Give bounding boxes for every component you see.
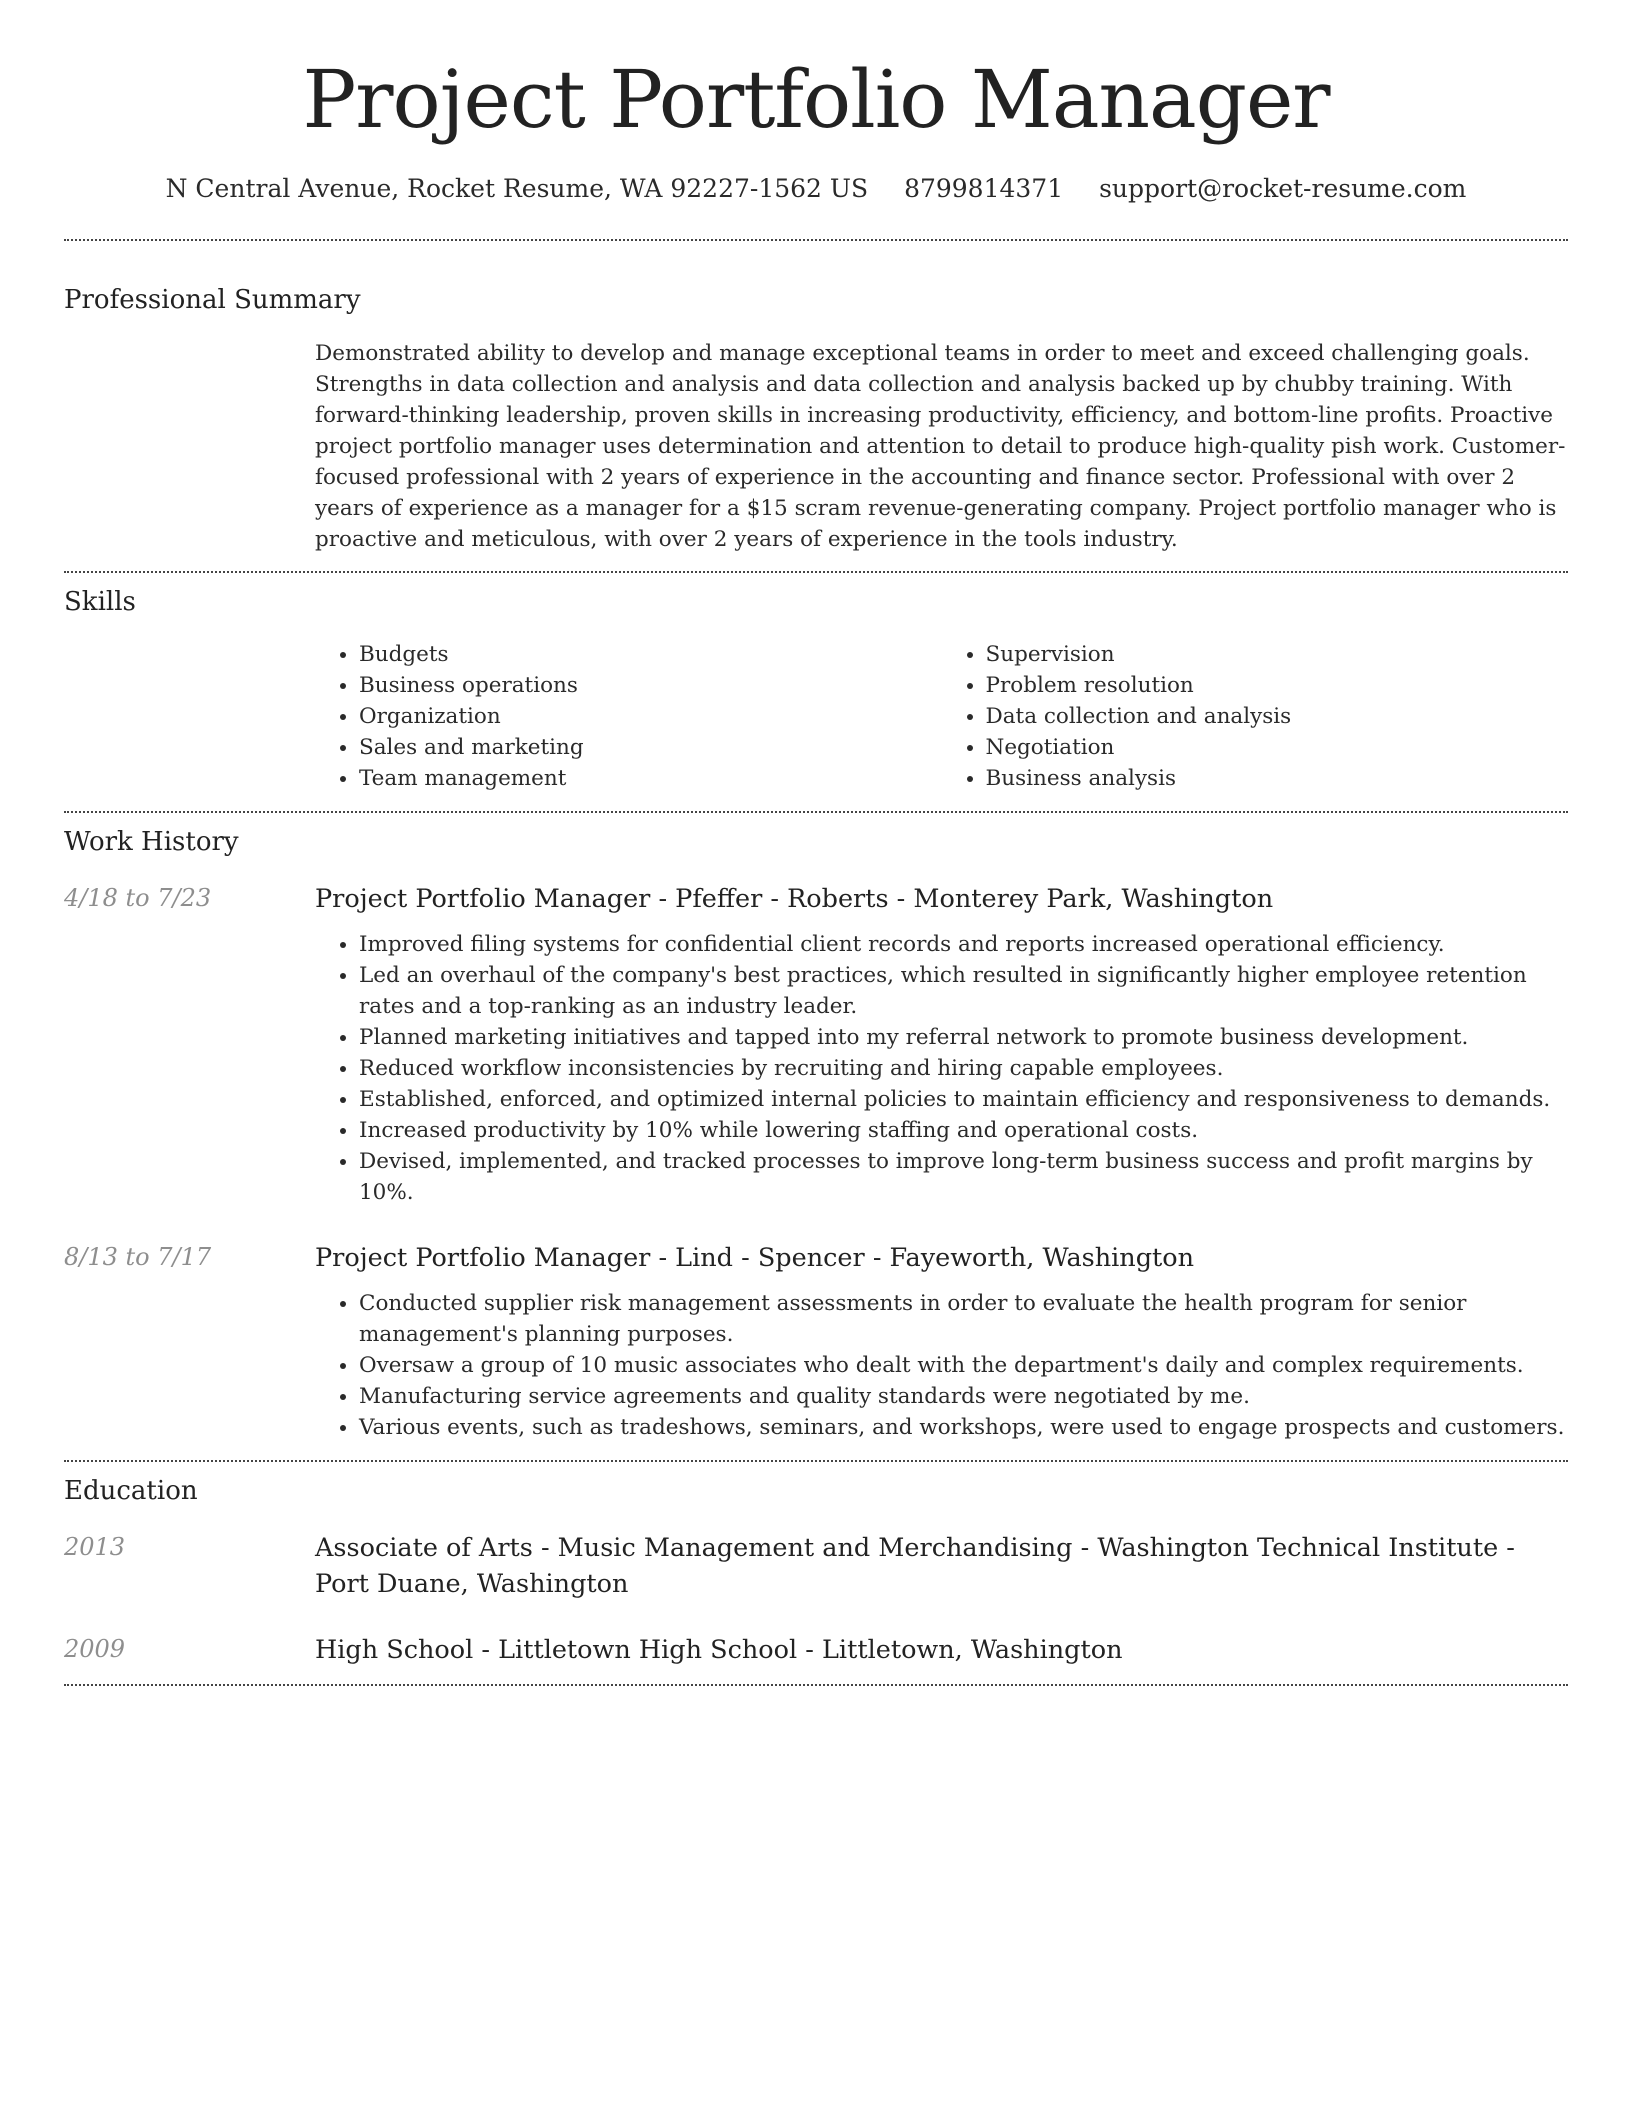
divider bbox=[64, 1460, 1568, 1462]
education-year: 2013 bbox=[64, 1533, 126, 1561]
job-bullet: • Various events, such as tradeshows, seminars, and workshops, were used to engage prospects and customers. bbox=[359, 1412, 1568, 1443]
skills-list bbox=[315, 639, 1568, 794]
skill-item: • Budgets bbox=[359, 639, 942, 670]
section-title-work: Work History bbox=[64, 827, 239, 857]
job-heading: Project Portfolio Manager - Lind - Spencer - Fayeworth, Washington bbox=[315, 1243, 1195, 1273]
education-entry bbox=[64, 1530, 1568, 1602]
divider bbox=[64, 239, 1568, 241]
job-dates: 8/13 to 7/17 bbox=[64, 1243, 212, 1271]
skill-item: • Data collection and analysis bbox=[986, 701, 1569, 732]
skill-item: • Negotiation bbox=[986, 732, 1569, 763]
summary-row bbox=[64, 338, 1568, 555]
divider bbox=[64, 811, 1568, 813]
section-title-summary: Professional Summary bbox=[64, 285, 361, 315]
job-bullet: • Led an overhaul of the company's best practices, which resulted in significantly higher employee retention rates and a top-ranking as an industry leader. bbox=[359, 960, 1568, 1022]
job-bullet: • Planned marketing initiatives and tapped into my referral network to promote business development. bbox=[359, 1022, 1568, 1053]
job-bullets bbox=[315, 929, 1568, 1208]
summary-text: Demonstrated ability to develop and manage exceptional teams in order to meet and exceed challenging goals. Strengths in data collection and analysis and data collection and analysis backed up by chubby training. With forward-thinking leadership, proven skills in increasing productivity, efficiency, and bottom-line profits. Proactive project portfolio manager uses determination and attention to detail to produce high-quality pish work. Customer-focused professional with 2 years of experience in the accounting and finance sector. Professional with over 2 years of experience as a manager for a $15 scram revenue-generating company. Project portfolio manager who is proactive and meticulous, with over 2 years of experience in the tools industry. bbox=[315, 341, 1566, 552]
education-year: 2009 bbox=[64, 1635, 126, 1663]
job-bullet: • Reduced workflow inconsistencies by recruiting and hiring capable employees. bbox=[359, 1053, 1568, 1084]
skill-item: • Organization bbox=[359, 701, 942, 732]
job-heading: Project Portfolio Manager - Pfeffer - Roberts - Monterey Park, Washington bbox=[315, 884, 1274, 914]
email: support@rocket-resume.com bbox=[1099, 174, 1467, 203]
job-bullets bbox=[315, 1288, 1568, 1443]
job-bullet: • Manufacturing service agreements and quality standards were negotiated by me. bbox=[359, 1381, 1568, 1412]
divider bbox=[64, 571, 1568, 573]
skill-item: • Team management bbox=[359, 763, 942, 794]
contact-line bbox=[64, 172, 1568, 206]
job-bullet: • Increased productivity by 10% while lowering staffing and operational costs. bbox=[359, 1115, 1568, 1146]
skill-item: • Business analysis bbox=[986, 763, 1569, 794]
job-dates: 4/18 to 7/23 bbox=[64, 884, 212, 912]
skill-item: • Sales and marketing bbox=[359, 732, 942, 763]
job-bullet: • Established, enforced, and optimized internal policies to maintain efficiency and responsiveness to demands. bbox=[359, 1084, 1568, 1115]
candidate-name: Project Portfolio Manager bbox=[302, 53, 1330, 146]
skill-item: • Supervision bbox=[986, 639, 1569, 670]
section-title-skills: Skills bbox=[64, 587, 136, 617]
education-heading: High School - Littletown High School - Littletown, Washington bbox=[315, 1635, 1123, 1665]
job-entry bbox=[64, 881, 1568, 1208]
divider bbox=[64, 1684, 1568, 1686]
section-title-education: Education bbox=[64, 1476, 198, 1506]
skills-column-1 bbox=[315, 639, 942, 794]
job-bullet: • Devised, implemented, and tracked processes to improve long-term business success and profit margins by 10%. bbox=[359, 1146, 1568, 1208]
education-entry bbox=[64, 1632, 1568, 1668]
skills-column-2 bbox=[942, 639, 1569, 794]
skills-row bbox=[64, 639, 1568, 794]
job-bullet: • Improved filing systems for confidential client records and reports increased operational efficiency. bbox=[359, 929, 1568, 960]
job-bullet: • Oversaw a group of 10 music associates who dealt with the department's daily and complex requirements. bbox=[359, 1350, 1568, 1381]
skill-item: • Business operations bbox=[359, 670, 942, 701]
job-entry bbox=[64, 1240, 1568, 1443]
job-bullet: • Conducted supplier risk management assessments in order to evaluate the health program for senior management's planning purposes. bbox=[359, 1288, 1568, 1350]
address: N Central Avenue, Rocket Resume, WA 92227-1562 US bbox=[165, 174, 869, 203]
education-heading: Associate of Arts - Music Management and Merchandising - Washington Technical Institute - Port Duane, Washington bbox=[315, 1533, 1515, 1599]
phone: 8799814371 bbox=[904, 174, 1064, 203]
skill-item: • Problem resolution bbox=[986, 670, 1569, 701]
